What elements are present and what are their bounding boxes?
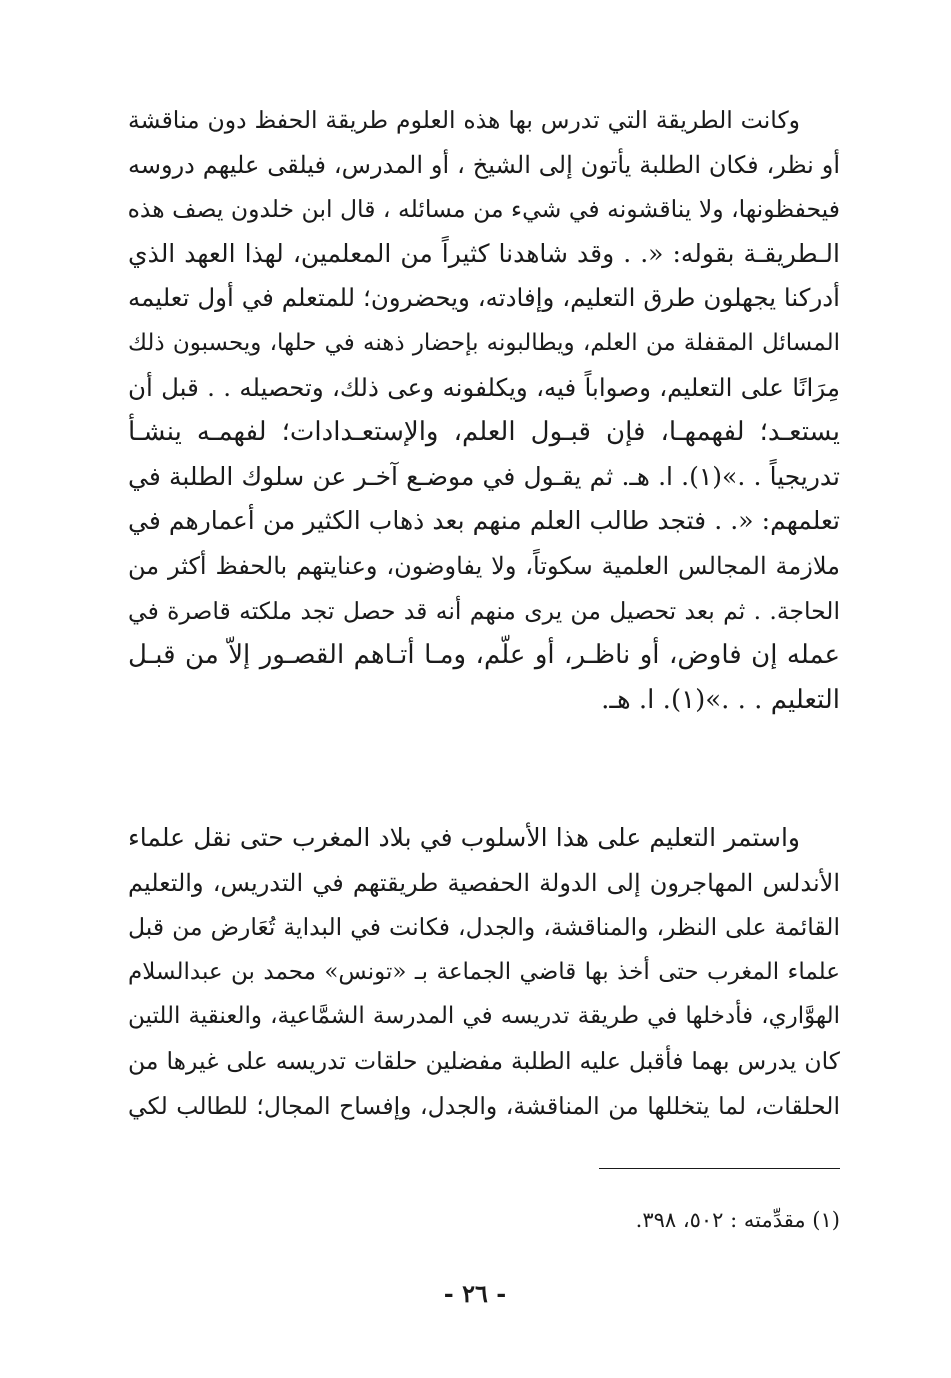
text-line: يستعـد؛ لفهمهـا، فإن قبـول العلم، والإستعـدادات؛ لفهمـه ينشـأ	[128, 417, 840, 448]
paragraph-1	[128, 98, 840, 722]
text-line: الـطريقـة بقوله: «. . وقد شاهدنا كثيراً من المعلمين، لهذا العهد الذي	[128, 238, 840, 268]
paragraph-2	[128, 816, 840, 1128]
text-line: عمله إن فاوض، أو ناظـر، أو علّم، ومـا أتـاهم القصـور إلاّ من قبـل	[128, 640, 840, 671]
text-line: وكانت الطريقة التي تدرس بها هذه العلوم طريقة الحفظ دون مناقشة	[128, 106, 800, 134]
text-line: تعلمهم: «. . فتجد طالب العلم منهم بعد ذهاب الكثير من أعمارهم في	[128, 506, 840, 536]
text-line: فيحفظونها، ولا يناقشونه في شيء من مسائله ، قال ابن خلدون يصف هذه	[128, 195, 840, 224]
text-line: واستمر التعليم على هذا الأسلوب في بلاد المغرب حتى نقل علماء	[128, 823, 800, 852]
footnote-divider	[599, 1168, 840, 1169]
text-line: كان يدرس بهما فأقبل عليه الطلبة مفضلين حلقات تدريسه على غيرها من	[128, 1046, 840, 1075]
text-line: الأندلس المهاجرون إلى الدولة الحفصية طريقتهم في التدريس، والتعليم	[128, 868, 840, 897]
text-line: مِرَانًا على التعليم، وصواباً فيه، ويكلفونه وعى ذلك، وتحصيله . . قبل أن	[128, 372, 840, 402]
text-line: الحاجة. . ثم بعد تحصيل من يرى منهم أنه قد حصل تجد ملكته قاصرة في	[128, 596, 840, 625]
text-line: علماء المغرب حتى أخذ بها قاضي الجماعة بـ «تونس» محمد بن عبدالسلام	[128, 958, 840, 985]
page-number: - ٢٦ -	[443, 1279, 507, 1308]
text-line: الحلقات، لما يتخللها من المناقشة، والجدل، وإفساح المجال؛ للطالب لكي	[128, 1091, 840, 1120]
text-line: ملازمة المجالس العلمية سكوتاً، ولا يفاوضون، وعنايتهم بالحفظ أكثر من	[128, 551, 840, 580]
footnote: (١) مقدِّمته : ٥٠٢، ٣٩٨.	[635, 1208, 840, 1232]
text-line: أدركنا يجهلون طرق التعليم، وإفادته، ويحضرون؛ للمتعلم في أول تعليمه	[128, 283, 840, 313]
text-line: التعليم . . .»(١). ا. هـ.	[601, 684, 840, 715]
text-line: أو نظر، فكان الطلبة يأتون إلى الشيخ ، أو المدرس، فيلقى عليهم دروسه	[128, 150, 840, 179]
text-line: المسائل المقفلة من العلم، ويطالبونه بإحضار ذهنه في حلها، ويحسبون ذلك	[128, 329, 840, 356]
text-line: القائمة على النظر، والمناقشة، والجدل، فكانت في البداية تُعَارض من قبل	[128, 913, 840, 942]
text-line: تدريجياً . .»(١). ا. هـ. ثم يقـول في موضـع آخـر عن سلوك الطلبة في	[128, 461, 840, 491]
text-line: الهوَّاري، فأدخلها في طريقة تدريسه في المدرسة الشمَّاعية، والعنقية اللتين	[128, 1003, 840, 1030]
